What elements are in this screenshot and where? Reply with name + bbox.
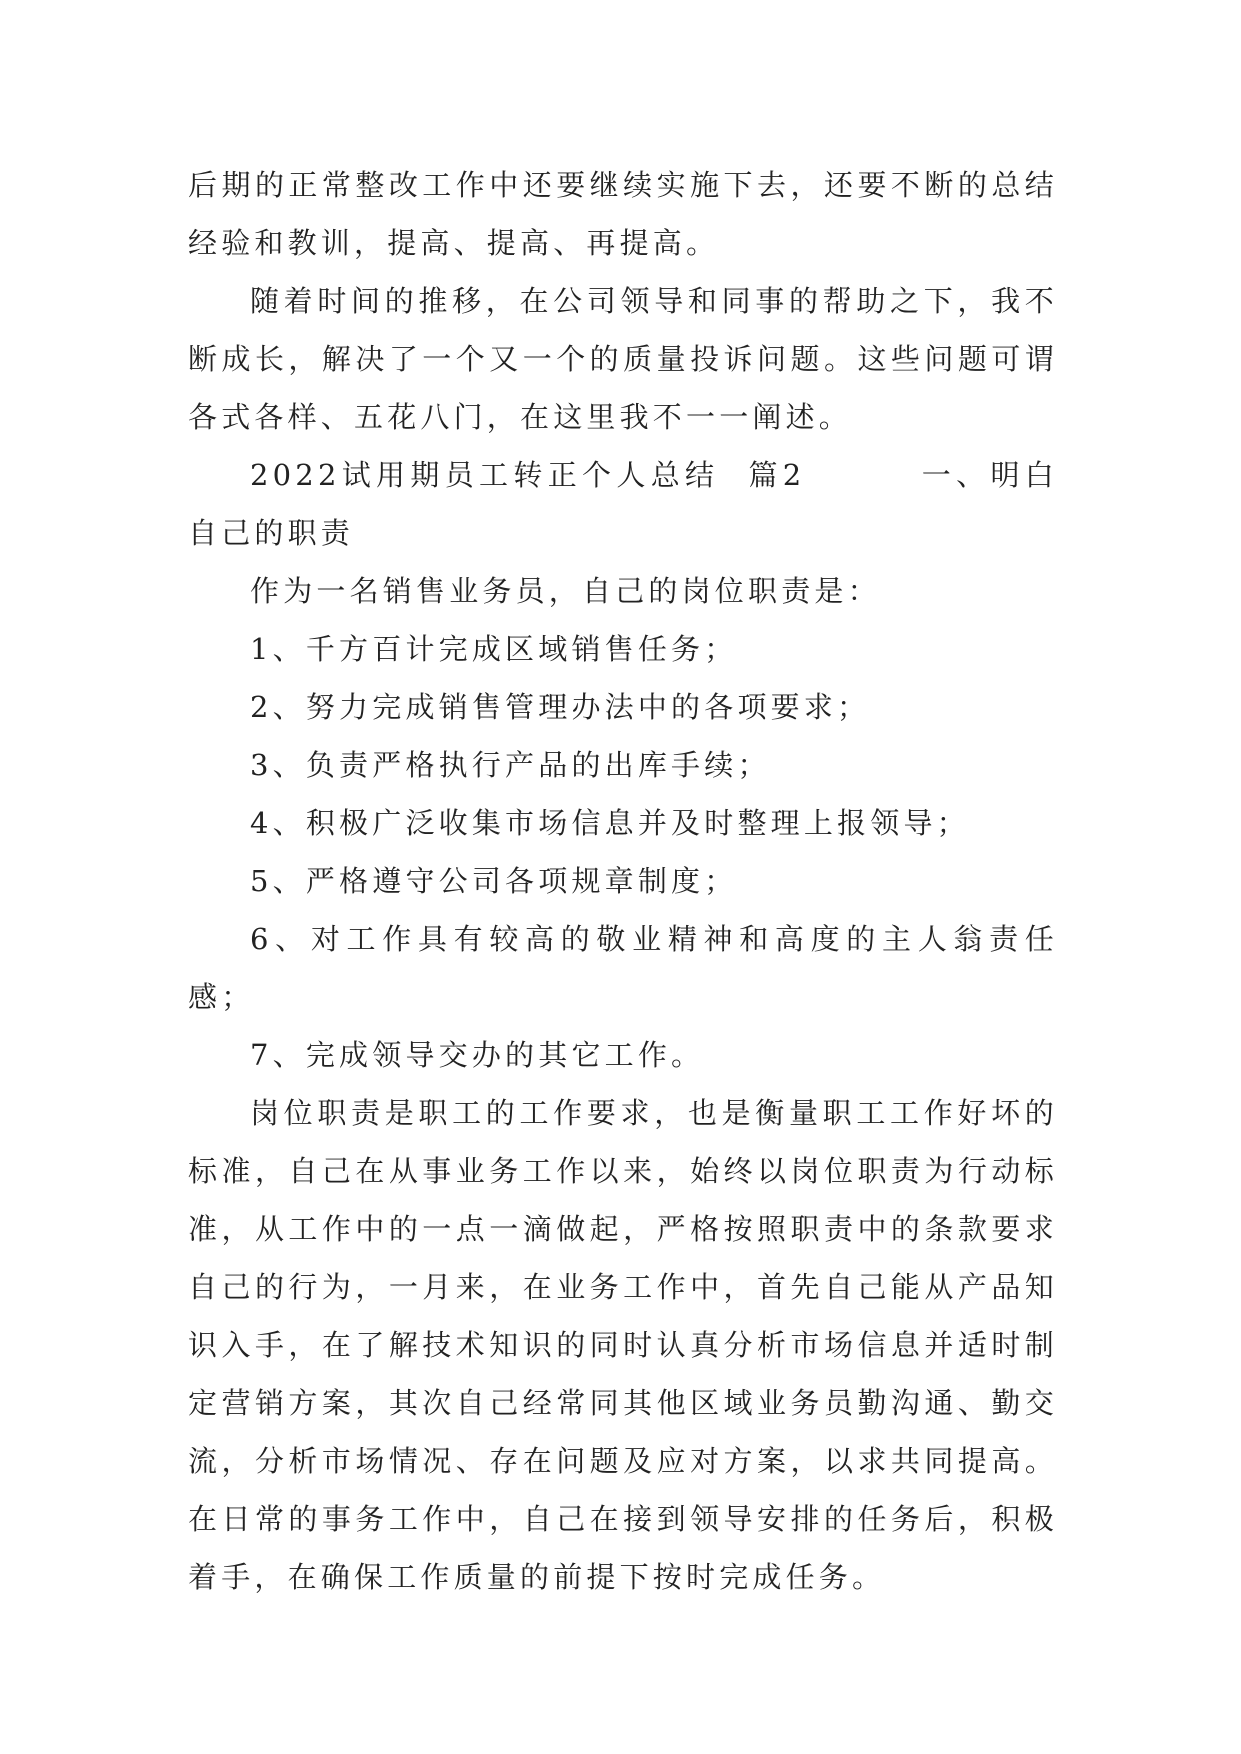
paragraph: 岗位职责是职工的工作要求，也是衡量职工工作好坏的标准，自己在从事业务工作以来，始终以岗位职责为行动标准，从工作中的一点一滴做起，严格按照职责中的条款要求自己的行为，一月来，在业务工作中，首先自己能从产品知识入手，在了解技术知识的同时认真分析市场信息并适时制定营销方案，其次自己经常同其他区域业务员勤沟通、勤交流，分析市场情况、存在问题及应对方案，以求共同提高。在日常的事务工作中，自己在接到领导安排的任务后，积极着手，在确保工作质量的前提下按时完成任务。 — [188, 1096, 1058, 1594]
section-heading-paragraph: 2022试用期员工转正个人总结 篇2 一、明白自己的职责 — [188, 458, 1058, 550]
list-item: 6、对工作具有较高的敬业精神和高度的主人翁责任感； — [188, 922, 1058, 1014]
document-body — [188, 156, 1058, 1606]
list-item: 2、努力完成销售管理办法中的各项要求； — [250, 690, 871, 724]
list-item: 7、完成领导交办的其它工作。 — [250, 1038, 705, 1072]
paragraph: 随着时间的推移，在公司领导和同事的帮助之下，我不断成长，解决了一个又一个的质量投诉问题。这些问题可谓各式各样、五花八门，在这里我不一一阐述。 — [188, 284, 1058, 434]
list-item: 4、积极广泛收集市场信息并及时整理上报领导； — [250, 806, 970, 840]
list-item: 1、千方百计完成区域销售任务； — [250, 632, 738, 666]
list-item: 5、严格遵守公司各项规章制度； — [250, 864, 738, 898]
paragraph-continuation: 后期的正常整改工作中还要继续实施下去，还要不断的总结经验和教训，提高、提高、再提高。 — [188, 168, 1058, 260]
paragraph: 作为一名销售业务员，自己的岗位职责是： — [250, 574, 881, 608]
list-item: 3、负责严格执行产品的出库手续； — [250, 748, 771, 782]
